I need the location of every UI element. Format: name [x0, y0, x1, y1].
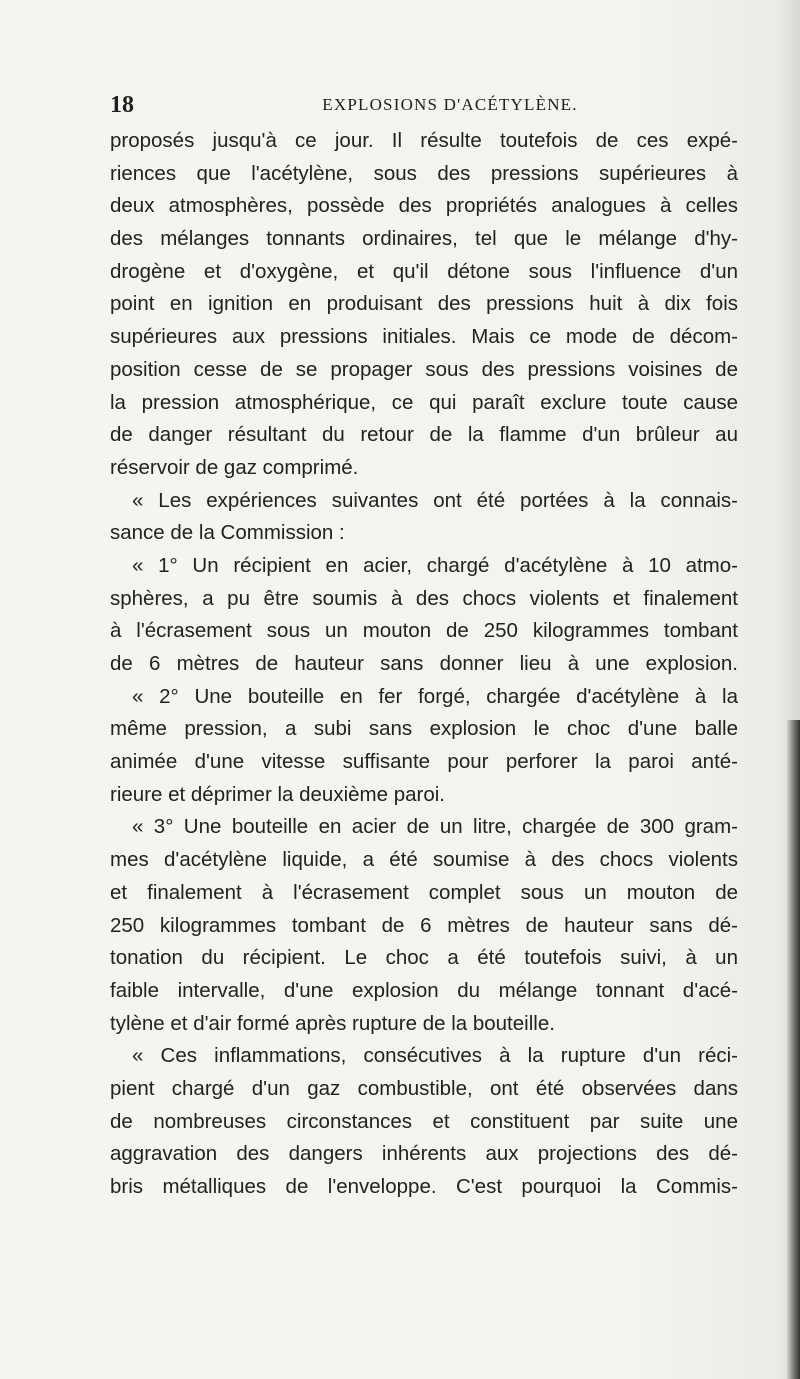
text-line: de danger résultant du retour de la flamme d'un brûleur au [110, 423, 738, 447]
scan-edge-shadow [786, 720, 800, 1379]
text-line: mes d'acétylène liquide, a été soumise à des chocs violents [110, 848, 738, 872]
text-line: « 2° Une bouteille en fer forgé, chargée d'acétylène à la [132, 684, 738, 708]
text-line: aggravation des dangers inhérents aux projections des dé- [110, 1142, 738, 1166]
text-line: drogène et d'oxygène, et qu'il détone sous l'influence d'un [110, 259, 738, 283]
text-line: point en ignition en produisant des pressions huit à dix fois [110, 292, 738, 316]
running-head: EXPLOSIONS D'ACÉTYLÈNE. [322, 95, 578, 114]
text-line: « 1° Un récipient en acier, chargé d'acétylène à 10 atmo- [132, 553, 738, 577]
text-line: et finalement à l'écrasement complet sous un mouton de [110, 880, 738, 904]
text-line: sphères, a pu être soumis à des chocs violents et finalement [110, 586, 738, 610]
page-number: 18 [110, 92, 134, 118]
text-line: tylène et d'air formé après rupture de la bouteille. [110, 1011, 555, 1035]
text-line: « 3° Une bouteille en acier de un litre, chargée de 300 gram- [132, 815, 738, 839]
text-line: bris métalliques de l'enveloppe. C'est pourquoi la Commis- [110, 1175, 738, 1198]
page-header [110, 92, 740, 118]
text-line: tonation du récipient. Le choc a été toutefois suivi, à un [110, 946, 738, 970]
text-line: des mélanges tonnants ordinaires, tel que le mélange d'hy- [110, 227, 738, 251]
text-line: faible intervalle, d'une explosion du mélange tonnant d'acé- [110, 978, 738, 1002]
text-line: pient chargé d'un gaz combustible, ont été observées dans [110, 1076, 738, 1100]
text-line: à l'écrasement sous un mouton de 250 kilogrammes tombant [110, 619, 738, 643]
text-line: sance de la Commission : [110, 521, 345, 545]
text-line: proposés jusqu'à ce jour. Il résulte toutefois de ces expé- [110, 129, 738, 152]
text-line: de 6 mètres de hauteur sans donner lieu à une explosion. [110, 652, 738, 675]
text-line: supérieures aux pressions initiales. Mais ce mode de décom- [110, 325, 738, 349]
text-line: 250 kilogrammes tombant de 6 mètres de hauteur sans dé- [110, 913, 738, 937]
text-line: position cesse de se propager sous des pressions voisines de [110, 357, 738, 381]
text-line: de nombreuses circonstances et constituent par suite une [110, 1109, 738, 1133]
text-line: rieure et déprimer la deuxième paroi. [110, 782, 445, 806]
text-line: animée d'une vitesse suffisante pour perforer la paroi anté- [110, 750, 738, 774]
text-line: même pression, a subi sans explosion le choc d'une balle [110, 717, 738, 741]
body-text [110, 125, 738, 1204]
text-line: réservoir de gaz comprimé. [110, 455, 359, 479]
text-line: « Ces inflammations, consécutives à la rupture d'un réci- [132, 1044, 738, 1068]
text-line: riences que l'acétylène, sous des pressions supérieures à [110, 161, 738, 185]
text-line: « Les expériences suivantes ont été portées à la connais- [132, 488, 738, 512]
text-line: deux atmosphères, possède des propriétés analogues à celles [110, 194, 738, 218]
text-line: la pression atmosphérique, ce qui paraît exclure toute cause [110, 390, 738, 414]
